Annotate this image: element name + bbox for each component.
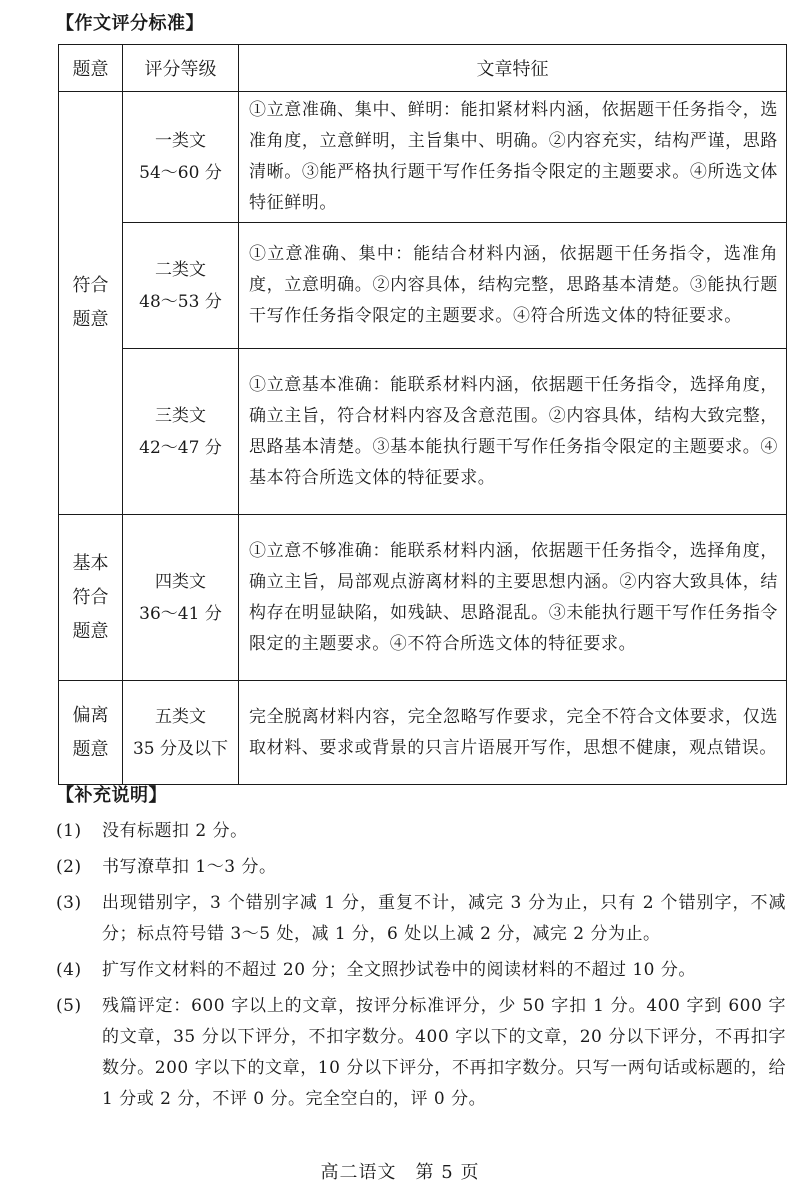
scoring-rubric-table (58, 44, 787, 785)
note-number: (3) (56, 893, 82, 913)
note-item (56, 955, 786, 986)
note-item (56, 991, 786, 1115)
note-number: (5) (56, 996, 82, 1016)
note-text: 扩写作文材料的不超过 20 分；全文照抄试卷中的阅读材料的不超过 10 分。 (102, 960, 696, 980)
table-row-grade-2 (59, 223, 787, 349)
table-row-grade-1 (59, 92, 787, 223)
grade-name: 三类文 (155, 405, 206, 426)
header-topic: 题意 (59, 45, 123, 92)
features-cell: 完全脱离材料内容，完全忽略写作要求，完全不符合文体要求，仅选取材料、要求或背景的只言片语展开写作，思想不健康，观点错误。 (239, 681, 787, 785)
note-text: 出现错别字，3 个错别字减 1 分，重复不计，减完 3 分为止，只有 2 个错别字，不减分；标点符号错 3～5 处，减 1 分，6 处以上减 2 分，减完 2 分为止。 (102, 893, 786, 944)
features-cell: ①立意准确、集中：能结合材料内涵，依据题干任务指令，选准角度，立意明确。②内容具体，结构完整，思路基本清楚。③能执行题干写作任务指令限定的主题要求。④符合所选文体的特征要求。 (239, 223, 787, 349)
topic-cell-on-topic (59, 92, 123, 515)
features-cell: ①立意基本准确：能联系材料内涵，依据题干任务指令，选择角度，确立主旨，符合材料内容及含意范围。②内容具体，结构大致完整，思路基本清楚。③基本能执行题干写作任务指令限定的主题要求。④基本符合所选文体的特征要求。 (239, 349, 787, 515)
features-cell: ①立意不够准确：能联系材料内涵，依据题干任务指令，选择角度，确立主旨，局部观点游离材料的主要思想内涵。②内容大致具体，结构存在明显缺陷，如残缺、思路混乱。③未能执行题干写作任务指令限定的主题要求。④不符合所选文体的特征要求。 (239, 515, 787, 681)
topic-label: 符合题意 (72, 275, 109, 330)
topic-cell-basically-on-topic (59, 515, 123, 681)
header-features: 文章特征 (239, 45, 787, 92)
topic-label: 偏离题意 (72, 704, 109, 760)
table-row-grade-5 (59, 681, 787, 785)
page-footer: 高二语文 第 5 页 (320, 1162, 480, 1183)
note-item (56, 816, 786, 847)
grade-name: 一类文 (155, 131, 206, 151)
grade-cell (123, 515, 239, 681)
note-number: (1) (56, 821, 82, 841)
topic-label: 基本符合题意 (72, 552, 109, 642)
topic-cell-off-topic (59, 681, 123, 785)
section-title-supplementary-notes: 【补充说明】 (56, 785, 167, 806)
grade-name: 四类文 (155, 571, 206, 592)
grade-score: 42～47 分 (139, 437, 222, 458)
table-header-row (59, 45, 787, 92)
supplementary-notes-list (56, 816, 786, 1120)
note-text: 书写潦草扣 1～3 分。 (102, 857, 277, 877)
grade-score: 36～41 分 (139, 603, 222, 624)
header-grade: 评分等级 (123, 45, 239, 92)
grade-score: 35 分及以下 (132, 738, 229, 759)
section-title-scoring-standard: 【作文评分标准】 (56, 13, 204, 34)
note-text: 残篇评定：600 字以上的文章，按评分标准评分，少 50 字扣 1 分。400 字到 600 字的文章，35 分以下评分，不扣字数分。400 字以下的文章，20 分以下评分，不再扣字数分。200 字以下的文章，10 分以下评分，不再扣字数分。只写一两句话或标题的，给 1 分或 2 分，不评 0 分。完全空白的，评 0 分。 (102, 996, 786, 1109)
grade-score: 48～53 分 (139, 291, 222, 312)
table-row-grade-4 (59, 515, 787, 681)
grade-cell (123, 92, 239, 223)
grade-score: 54～60 分 (139, 163, 222, 183)
note-text: 没有标题扣 2 分。 (102, 821, 248, 841)
features-cell: ①立意准确、集中、鲜明：能扣紧材料内涵，依据题干任务指令，选准角度，立意鲜明，主旨集中、明确。②内容充实，结构严谨，思路清晰。③能严格执行题干写作任务指令限定的主题要求。④所选文体特征鲜明。 (239, 92, 787, 223)
grade-cell (123, 681, 239, 785)
grade-name: 二类文 (155, 259, 206, 280)
note-item (56, 852, 786, 883)
table-row-grade-3 (59, 349, 787, 515)
note-number: (2) (56, 857, 82, 877)
note-item (56, 888, 786, 950)
note-number: (4) (56, 960, 82, 980)
grade-cell (123, 349, 239, 515)
grade-cell (123, 223, 239, 349)
grade-name: 五类文 (155, 706, 206, 727)
